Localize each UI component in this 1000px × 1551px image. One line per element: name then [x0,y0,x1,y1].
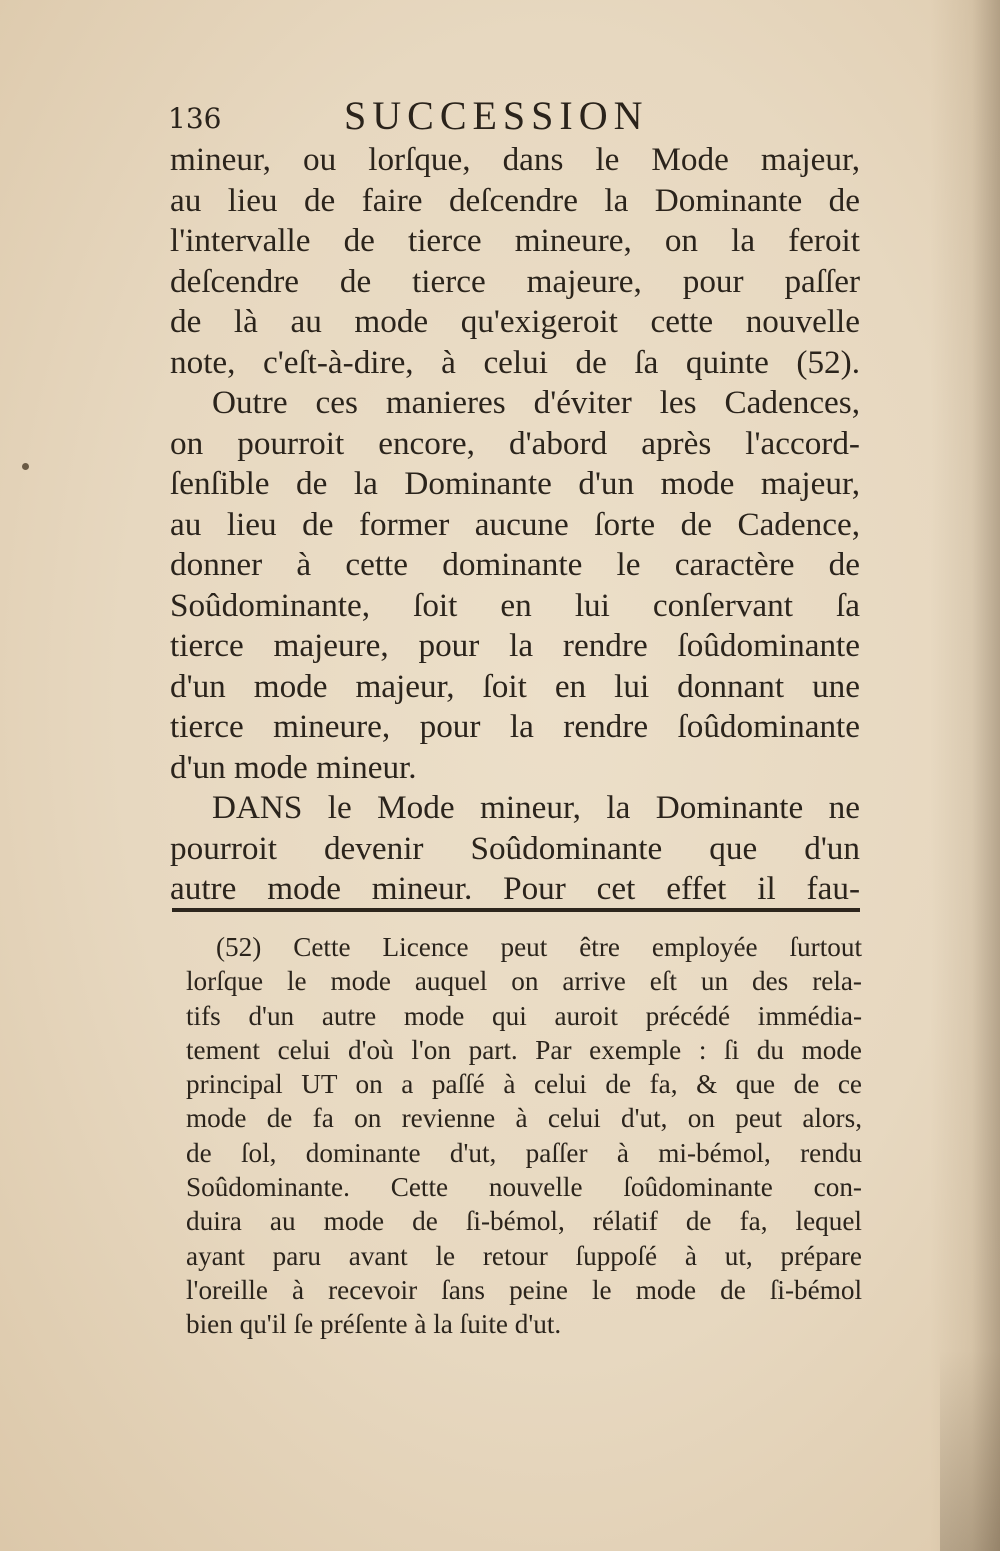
page-number: 136 [168,102,222,135]
footnote-line: Soûdominante. Cette nouvelle ſoûdominante con- [186,1172,862,1203]
footnote-divider [172,908,860,912]
text-line: Outre ces manieres d'éviter les Cadences, [212,384,860,421]
footnote-line: duira au mode de ſi-bémol, rélatif de fa, lequel [186,1206,862,1237]
text-line: mineur, ou lorſque, dans le Mode majeur, [170,141,860,178]
text-line: deſcendre de tierce majeure, pour paſſer [170,262,860,300]
page-edge-shadow [930,0,1000,1551]
text-line: l'intervalle de tierce mineure, on la feroit [170,222,860,259]
running-head: SUCCESSION [344,93,649,138]
footnote-line: mode de fa on revienne à celui d'ut, on peut alors, [186,1103,862,1134]
text-line: donner à cette dominante le caractère de [170,546,860,583]
text-line: Soûdominante, ſoit en lui conſervant ſa [170,586,860,624]
footnote-line: tifs d'un autre mode qui auroit précédé immédia- [186,1000,862,1031]
text-line: DANS le Mode mineur, la Dominante ne [212,789,860,826]
footnote-line: bien qu'il ſe préſente à la ſuite d'ut. [186,1309,562,1340]
footnote-line: (52) Cette Licence peut être employée ſurtout [216,932,862,962]
text-line: on pourroit encore, d'abord après l'accord- [170,424,860,462]
footnote-line: de ſol, dominante d'ut, paſſer à mi-bémol, rendu [186,1137,862,1168]
text-line: de là au mode qu'exigeroit cette nouvelle [170,303,860,340]
page-header [168,92,728,142]
footnote-line: ayant paru avant le retour ſuppoſé à ut, prépare [186,1240,862,1271]
footnote-line: tement celui d'où l'on part. Par exemple : ſi du mode [186,1034,862,1065]
text-line: tierce mineure, pour la rendre ſoûdominante [170,708,860,745]
text-line: ſenſible de la Dominante d'un mode majeur, [170,465,860,502]
text-line: autre mode mineur. Pour cet effet il fau- [170,870,860,907]
text-line: d'un mode mineur. [170,748,417,786]
main-text [170,140,860,910]
text-line: tierce majeure, pour la rendre ſoûdominante [170,627,860,664]
footnote-line: lorſque le mode auquel on arrive eſt un des rela- [186,966,862,997]
text-line: note, c'eſt-à-dire, à celui de ſa quinte (52). [170,343,860,381]
footnote-line: principal UT on a paſſé à celui de fa, & que de ce [186,1069,862,1100]
text-line: au lieu de faire deſcendre la Dominante de [170,181,860,219]
text-line: pourroit devenir Soûdominante que d'un [170,829,860,867]
footnote-line: l'oreille à recevoir ſans peine le mode de ſi-bémol [186,1274,862,1305]
footnote [186,930,862,1342]
text-line: d'un mode majeur, ſoit en lui donnant une [170,667,860,705]
page-corner-shadow [940,1350,1000,1551]
text-line: au lieu de former aucune ſorte de Cadence, [170,505,860,543]
ink-spot [22,463,29,470]
